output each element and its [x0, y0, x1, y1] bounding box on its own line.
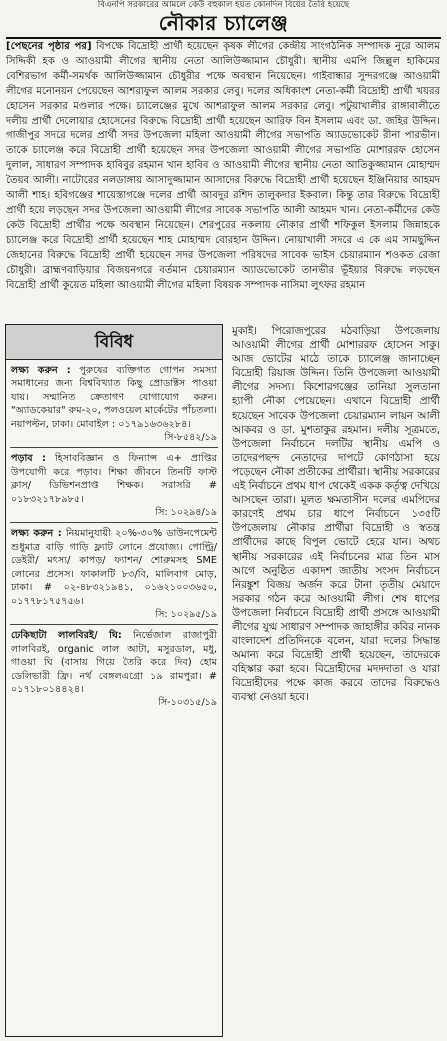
classified-ad: [6, 625, 222, 712]
ad-reference: সি-১০৩১৫/১৯: [158, 697, 217, 709]
continuation-tag: [পেছনের পৃষ্ঠার পর]: [6, 41, 92, 52]
ad-body: নির্ভেজাল রাজাপুরী লালবিরই, organic লাল আটা, মসুরডাল, মধু, গাওয়া ঘি (বাসায় গিয়ে তৈরি করে দিব) হোম ডেলিভারী ফ্রি। নর্থ বেঙ্গলএগ্রো ১৯ রামপুরা। # ০১৭১৮০১৪৪২৪।: [11, 630, 218, 695]
ad-body: নিয়মানুযায়ী ২০%-৩০% ডাউনপেমেন্ট শুধুমাত্র বাড়ি গাড়ি ফ্ল্যাট লোনে প্রযোজ্য। পোল্ট্রি/ ডেইরী/ মৎস্য/ কাপড়/ ফ্যাশন/ শোরুমসহ SME লোনের প্রসেস। ফাকালটি ৮৩/বি, মালিবাগ মোড়, ঢাকা। # ০২-৪৮৩২১৯৪১, ০১৬২১০০৩৬৫০, ০১৭৭৮১৭৫৭৫৬।: [11, 528, 217, 607]
ad-keyword: ঢেকিছাটা লালবিরই/ ঘি:: [11, 630, 122, 642]
ad-reference: সি-৮৫৪২/১৯: [164, 432, 217, 444]
headline-rule: [6, 37, 441, 39]
ad-body: হিসাববিজ্ঞান ও ফিন্যান্স এ+ প্রাপ্তির উপযোগী করে পড়াব। শিক্ষা জীবনে তিনটি ফাস্ট ক্লাস/ ডিভিশনপ্রাপ্ত শিক্ষক। সরাসরি # ০১৮৩২১৭৮৯৮৫।: [11, 453, 217, 505]
classified-ad: [6, 360, 222, 447]
ad-body: পুরুষের ব্যক্তিগত গোপন সমস্যা সমাধানের জন্য বিশ্ববিখ্যাত কিছু প্রোডাক্টস পাওয়া যায়। সম্মানিত ক্রেতাগণ যোগাযোগ করুন। "অ্যাডকেয়ার" রুম-২০, পলওয়েল মার্কেটের পাঁচতলা। নয়াপল্টন, ঢাকা। মোবাইল : ০১৭৯১৬৩৬২৮৪।: [11, 365, 217, 430]
ad-reference: সি: ১০২৯৪/১৯: [155, 507, 217, 519]
top-overflow-line: বিএনপি সরকারের আমলে কেউ বহুকাল হয়ত কোনদিন বিয়ের তৈরি হয়েছে: [97, 0, 350, 10]
ad-keyword: লক্ষ্য করুন :: [11, 528, 62, 540]
lead-article-text: বিপক্ষে বিদ্রোহী প্রার্থী হয়েছেন কৃষক লীগের কেন্দ্রীয় সাংগঠনিক সম্পাদক নুরে আলম সিদ্দিকী হক ও আওয়ামী লীগের স্থানীয় নেতা আলিউজ্জামান চৌধুরী। স্থানীয় এমপি জিল্লুল হাকিমের বেশিরভাগ কর্মী-সমর্থক আলিউজ্জামান চৌধুরীর পক্ষে অবস্থান নিয়েছেন। গাইবান্ধার সুন্দরগঞ্জে আওয়ামী লীগের মনোনয়ন পেয়েছেন আশরাফুল আলম সরকার লেবু। দলের অধিকাংশ নেতা-কর্মী বিদ্রোহী প্রার্থী খয়রর হোসেন সরকার মণ্ডলার পক্ষে। চ্যালেঞ্জের মুখে আশরাফুল আলম সরকার লেবু। পটুয়াখালীর রাঙ্গাবালীতে দলীয় প্রার্থী দেলোয়ার হোসেনের বিরুদ্ধে বিদ্রোহী প্রার্থী হয়েছেন আরিফ বিন ইসলাম এবং ডা. জহির উদ্দিন। গাজীপুর সদরে দলের প্রার্থী সদর উপজেলা মহিলা আওয়ামী লীগের সভাপতি অ্যাডভোকেট রীনা পারভীন। তাকে চ্যালেঞ্জ করে বিদ্রোহী প্রার্থী হয়েছেন সদর উপজেলা আওয়ামী লীগের সভাপতি মোশাররফ হোসেন দুলাল, সাধারণ সম্পাদক হাবিবুর রহমান খান হাবিব ও আওয়ামী লীগের স্থানীয় নেতা আতিকুজ্জামান মোহাম্মদ তৈয়ব আলী। নাটোরের নলডাঙ্গায় আসাদুজ্জামান আসাদের বিরুদ্ধে বিদ্রোহী প্রার্থী হয়েছেন ইঞ্জিনিয়ার আহমদ আলী শাহ। হবিগঞ্জের শায়েস্তাগঞ্জে দলের প্রার্থী আবদুর রশিদ তালুকদার ইকবাল। কিন্তু তার বিরুদ্ধে বিদ্রোহী প্রার্থী হয়ে লড়ছেন সদর উপজেলা আওয়ামী লীগের সাবেক সভাপতি আলী আহমদ খান। নেতা-কর্মীদের কেউ কেউ বিদ্রোহী প্রার্থীর পক্ষে অবস্থান নিয়েছেন। শেরপুরের নকলায় নৌকার প্রার্থী শফিকুল ইসলাম জিন্নাহকে চ্যালেঞ্জ করে বিদ্রোহী প্রার্থী হয়েছেন শাহ মোহাম্মদ বোরহান উদ্দিন। নোয়াখালী সদরে এ কে এম সামছুদ্দিন জেহানের বিরুদ্ধে বিদ্রোহী প্রার্থী হয়েছেন সদর উপজেলা পরিষদের সাবেক ভাইস চেয়ারম্যান শওকত রেজা চৌধুরী। ব্রাহ্মণবাড়িয়ার বিজয়নগরে বর্তমান চেয়ারম্যান অ্যাডভোকেট তানভীর ভূঁইয়ার বিরুদ্ধে লড়ছেন বিদ্রোহী প্রার্থী কুয়েত মহিলা আওয়ামী লীগের মহিলা বিষয়ক সম্পাদক নাসিমা লুৎফর রহমান: [6, 41, 440, 291]
headline: নৌকার চ্যালেঞ্জ: [158, 11, 289, 35]
ad-keyword: লক্ষ্য করুন :: [11, 365, 71, 376]
classifieds-title: বিবিধ: [6, 325, 222, 360]
article-continuation-column: মুকাই। পিরোজপুরের মঠবাড়িয়া উপজেলায় আওয়ামী লীগের প্রার্থী মোশাররফ হোসেন সাকু। আজ ভোটের মাঠে তাকে চ্যালেঞ্জ জানাচ্ছেন বিদ্রোহী রিয়াজ উদ্দিন। তিনি উপজেলা আওয়ামী লীগের সদস্য। কিশোরগঞ্জের তানিয়া সুলতানা হ্যাপী নৌকা পেয়েছেন। এখানে বিদ্রোহী প্রার্থী হয়েছেন সাবেক উপজেলা চেয়ারম্যান লায়ন আলী আকবর ও ডা. মুশতাকুর রহমান। দলীয় সূত্রমতে, উপজেলা নির্বাচনে দলটির স্থানীয় এমপি ও তাদেরপছন্দ নেতাদের দাপটে কোণঠাসা হয়ে পড়েছেন নৌকা প্রতীকের প্রার্থীরা। স্থানীয় সরকারের এই নির্বাচনে প্রথম ধাপ থেকেই একক কর্তৃত্ব দেখিয়ে আসছেন তারা। মূলত ক্ষমতাসীন দলের এমপিদের কারণেই প্রথম চার ধাপে নির্বাচনে ১৩৫টি উপজেলায় নৌকার প্রার্থীরা বিদ্রোহী ও স্বতন্ত্র প্রার্থীদের কাছে বিপুল ভোটে হেরে যান। অথচ স্থানীয় সরকারের এই নির্বাচনের মাত্র তিন মাস আগে অনুষ্ঠিত একাদশ জাতীয় সংসদ নির্বাচনে নিরঙ্কুশ বিজয় অর্জন করে টানা তৃতীয় মেয়াদে সরকার গঠন করে আওয়ামী লীগ। শেষ ধাপের উপজেলা নির্বাচনে বিদ্রোহী প্রার্থী প্রসঙ্গে আওয়ামী লীগের যুগ্ম সাধারণ সম্পাদক জাহাঙ্গীর কবির নানক বাংলাদেশ প্রতিদিনকে বলেন, যারা দলের সিদ্ধান্ত অমান্য করে বিদ্রোহী প্রার্থী হয়েছেন, তাদেরকে বহিস্কার করা হবে। বিদ্রোহীদের মদদদাতা ও যারা বিদ্রোহীদের পক্ষে কাজ করবে তাদের বিরুদ্ধেও ব্যবস্থা নেওয়া হবে।: [232, 325, 440, 704]
classified-ad: [6, 448, 222, 522]
classifieds-box: [5, 324, 223, 1037]
ad-reference: সি: ১০২৯৫/১৯: [155, 608, 217, 620]
ad-keyword: পড়াব :: [11, 453, 46, 465]
classified-ad: [6, 523, 222, 624]
lead-article: [6, 40, 440, 323]
